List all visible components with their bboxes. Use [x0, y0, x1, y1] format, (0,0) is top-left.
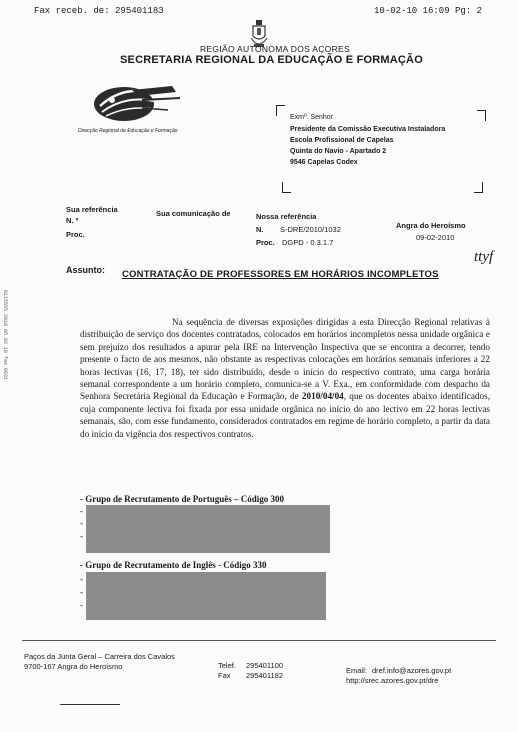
footer-address-1: Paços da Junta Geral – Carreira dos Cavalos [24, 652, 175, 661]
footer-telef-label: Telef. [218, 661, 236, 670]
list-dash: - [80, 587, 83, 597]
recipient-school: Escola Profissional de Capelas [290, 137, 394, 144]
footer-telef-value: 295401100 [246, 661, 283, 670]
footer-email-link[interactable]: dref.info@azores.gov.pt [372, 666, 452, 675]
address-corner [282, 182, 291, 193]
logo-caption: Direcção Regional da Educação e Formação [78, 128, 178, 134]
recipient-street: Quinta do Navio - Apartado 2 [290, 148, 387, 155]
body-paragraph [80, 316, 490, 440]
list-dash: - [80, 600, 83, 610]
address-corner [474, 182, 483, 193]
footer-divider [22, 640, 496, 641]
recipient-salutation: Exmº. Senhor [290, 114, 334, 121]
subject-text: CONTRATAÇÃO DE PROFESSORES EM HORÁRIOS INCOMPLETOS [122, 269, 439, 280]
body-text-end: , que os docentes abaixo identificados, cuja componente lectiva foi fixada por essa unidade orgânica no início do ano lectivo em 22 horas lectivas semanais, são, com esse fundamento, considerados contratados em regime de horário completo, a partir da data do início da vigência dos respectivos contratos. [80, 391, 490, 439]
footer-website-link[interactable]: http://srec.azores.gov.pt/dre [346, 676, 439, 685]
footer-fax-label: Fax [218, 671, 231, 680]
dref-logo-icon [72, 80, 184, 130]
redacted-block [86, 505, 330, 553]
list-dash: - [80, 518, 83, 528]
body-text: Na sequência de diversas exposições dirigidas a esta Direcção Regional relativas à distribuição de serviço dos docentes contratados, colocados em horários incompletos nessa unidade orgânica e sem prejuízo dos resultados a apurar pela IRE na Intervenção Inspectiva que se encontra a decorrer, tendo presente o facto de aos mesmos, não obstante as respectivas colocações em horários semanais inferiores a 22 horas lectivas (16, 17, 18), ter sido distribuído, desde o início do respectivo contrato, uma carga horária semanal correspondente a um horário completo, comunica-se a V. Exa., em conformidade com despacho da Senhora Secretária Regional da Educação e Formação, de [80, 317, 490, 402]
fax-sender: Fax receb. de: 295401183 [34, 6, 164, 16]
nossa-n-label: N. [256, 225, 264, 234]
secretaria-title: SECRETARIA REGIONAL DA EDUCAÇÃO E FORMAÇÃO [120, 54, 423, 66]
nossa-proc-label: Proc. [256, 238, 275, 247]
recipient-postcode: 9546 Capelas Codex [290, 159, 358, 166]
sua-comunicacao-label: Sua comunicação de [156, 209, 231, 218]
subject-label: Assunto: [66, 265, 105, 275]
footer-fax-value: 295401182 [246, 671, 283, 680]
group-portugues-title: - Grupo de Recrutamento de Português – Código 300 [80, 494, 284, 504]
redacted-block [86, 572, 326, 620]
recipient-title: Presidente da Comissão Executiva Instaladora [290, 126, 446, 133]
list-dash: - [80, 531, 83, 541]
handwritten-initials: ttyf [474, 249, 494, 265]
list-dash: - [80, 574, 83, 584]
sua-referencia-proc: Proc. [66, 230, 85, 239]
list-dash: - [80, 506, 83, 516]
dispatch-date: 2010/04/04 [301, 391, 344, 402]
group-ingles-title: - Grupo de Recrutamento de Inglês - Código 330 [80, 560, 267, 570]
address-corner [276, 105, 285, 116]
letter-body [80, 316, 490, 440]
footer-mark [60, 704, 120, 705]
sua-referencia-n: N. º [66, 216, 79, 225]
margin-fax-text: 0115555 2010 05 02 10 fax 0031 [2, 290, 8, 381]
fax-page-number: Pg: 2 [455, 6, 483, 16]
letter-date: 09-02-2010 [416, 233, 455, 242]
region-title: REGIÃO AUTÓNOMA DOS AÇORES [200, 44, 350, 54]
nossa-n-value: S-DRE/2010/1032 [280, 225, 341, 234]
fax-datetime: 10-02-10 16:09 [374, 6, 450, 16]
nossa-proc-value: DGPD - 0.3.1.7 [282, 238, 334, 247]
sua-referencia-label: Sua referência [66, 205, 118, 214]
place-label: Angra do Heroísmo [396, 221, 466, 230]
address-corner [477, 110, 486, 121]
footer-address-2: 9700-167 Angra do Heroísmo [24, 662, 123, 671]
footer-email-label: Email: [346, 666, 367, 675]
nossa-referencia-label: Nossa referência [256, 212, 317, 221]
